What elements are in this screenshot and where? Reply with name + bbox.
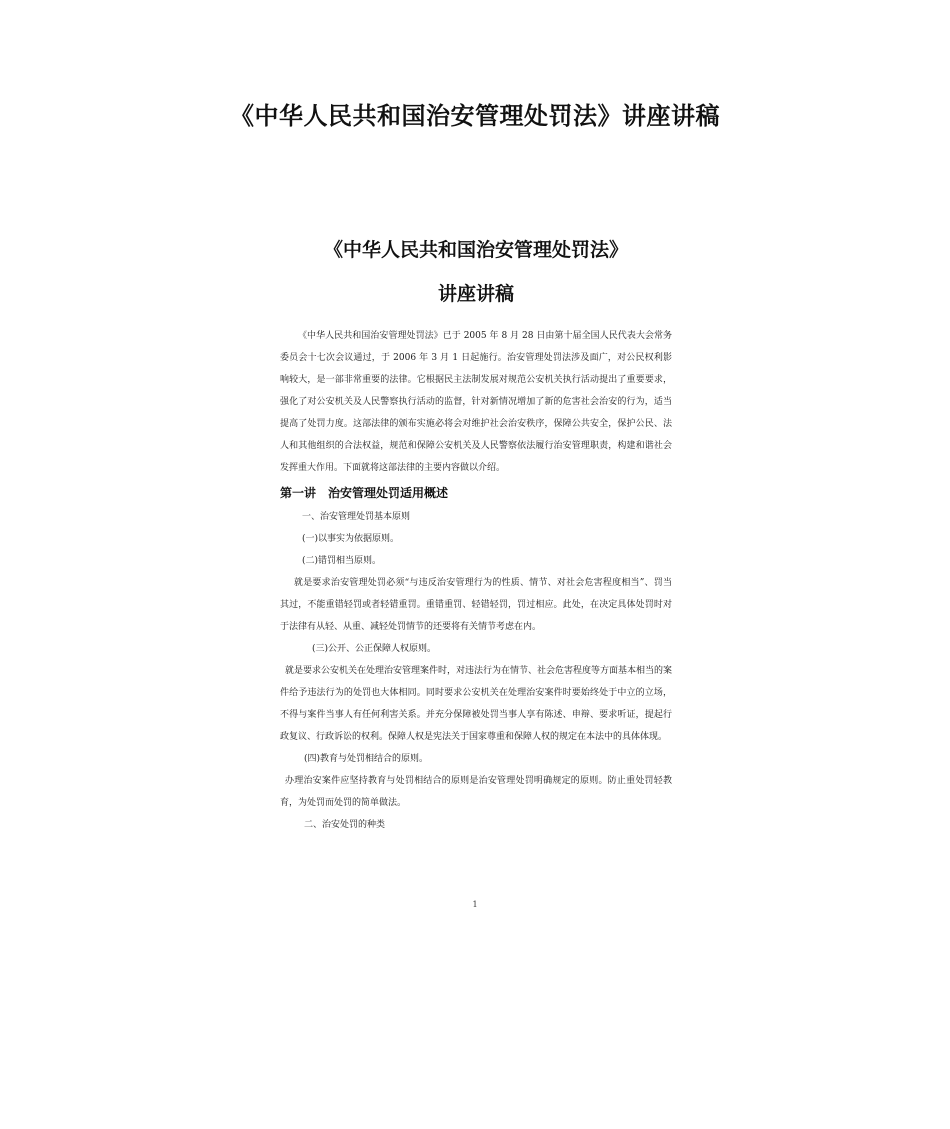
page-number: 1: [472, 900, 478, 909]
intro-paragraph: 《中华人民共和国治安管理处罚法》已于 2005 年 8 月 28 日由第十届全国人民代表大会常务委员会十七次会议通过，于 2006 年 3 月 1 日起施行。治安管理处罚法涉及面广，对公民权利影响较大，是一部非常重要的法律。它根据民主法制发展对规范公安机关执行活动提出了重要要求，强化了对公安机关及人民警察执行活动的监督，针对新情况增加了新的危害社会治安的行为，适当提高了处罚力度。这部法律的颁布实施必将会对维护社会治安秩序，保障公共安全，保护公民、法人和其他组织的合法权益，规范和保障公安机关及人民警察依法履行治安管理职责，构建和谐社会发挥重大作用。下面就将这部法律的主要内容做以介绍。: [280, 331, 672, 473]
list-item: (四)教育与处罚相结合的原则。: [304, 754, 429, 764]
list-item: (三)公开、公正保障人权原则。: [312, 644, 437, 654]
page-title-line-1: 《中华人民共和国治安管理处罚法》: [323, 239, 628, 261]
body-paragraph: 办理治安案件应坚持教育与处罚相结合的原则是治安管理处罚明确规定的原则。防止重处罚轻教育，为处罚而处罚的简单做法。: [280, 776, 672, 808]
document-body: [280, 325, 672, 836]
page-title-line-2: 讲座讲稿: [437, 283, 514, 305]
body-paragraph: 就是要求公安机关在处理治安管理案件时，对违法行为在情节、社会危害程度等方面基本相当的案件给予违法行为的处罚也大体相同。同时要求公安机关在处理治安案件时要始终处于中立的立场，不得与案件当事人有任何利害关系。并充分保障被处罚当事人享有陈述、申辩、要求听证，提起行政复议、行政诉讼的权利。保障人权是宪法关于国家尊重和保障人权的规定在本法中的具体体现。: [280, 666, 673, 742]
body-paragraph: 就是要求治安管理处罚必须“与违反治安管理行为的性质、情节、对社会危害程度相当”、罚当其过，不能重错轻罚或者轻错重罚。重错重罚、轻错轻罚，罚过相应。此处，在决定具体处罚时对于法律有从轻、从重、减轻处罚情节的还要将有关情节考虑在内。: [280, 578, 672, 632]
document-page: [280, 236, 672, 836]
list-item: 一、治安管理处罚基本原则: [302, 512, 411, 522]
list-item: (一)以事实为依据原则。: [302, 534, 400, 544]
list-item: 二、治安处罚的种类: [304, 820, 386, 830]
section-heading: 第一讲 治安管理处罚适用概述: [280, 486, 449, 500]
list-item: (二)错罚相当原则。: [302, 556, 382, 566]
document-title: 《中华人民共和国治安管理处罚法》讲座讲稿: [230, 102, 720, 130]
